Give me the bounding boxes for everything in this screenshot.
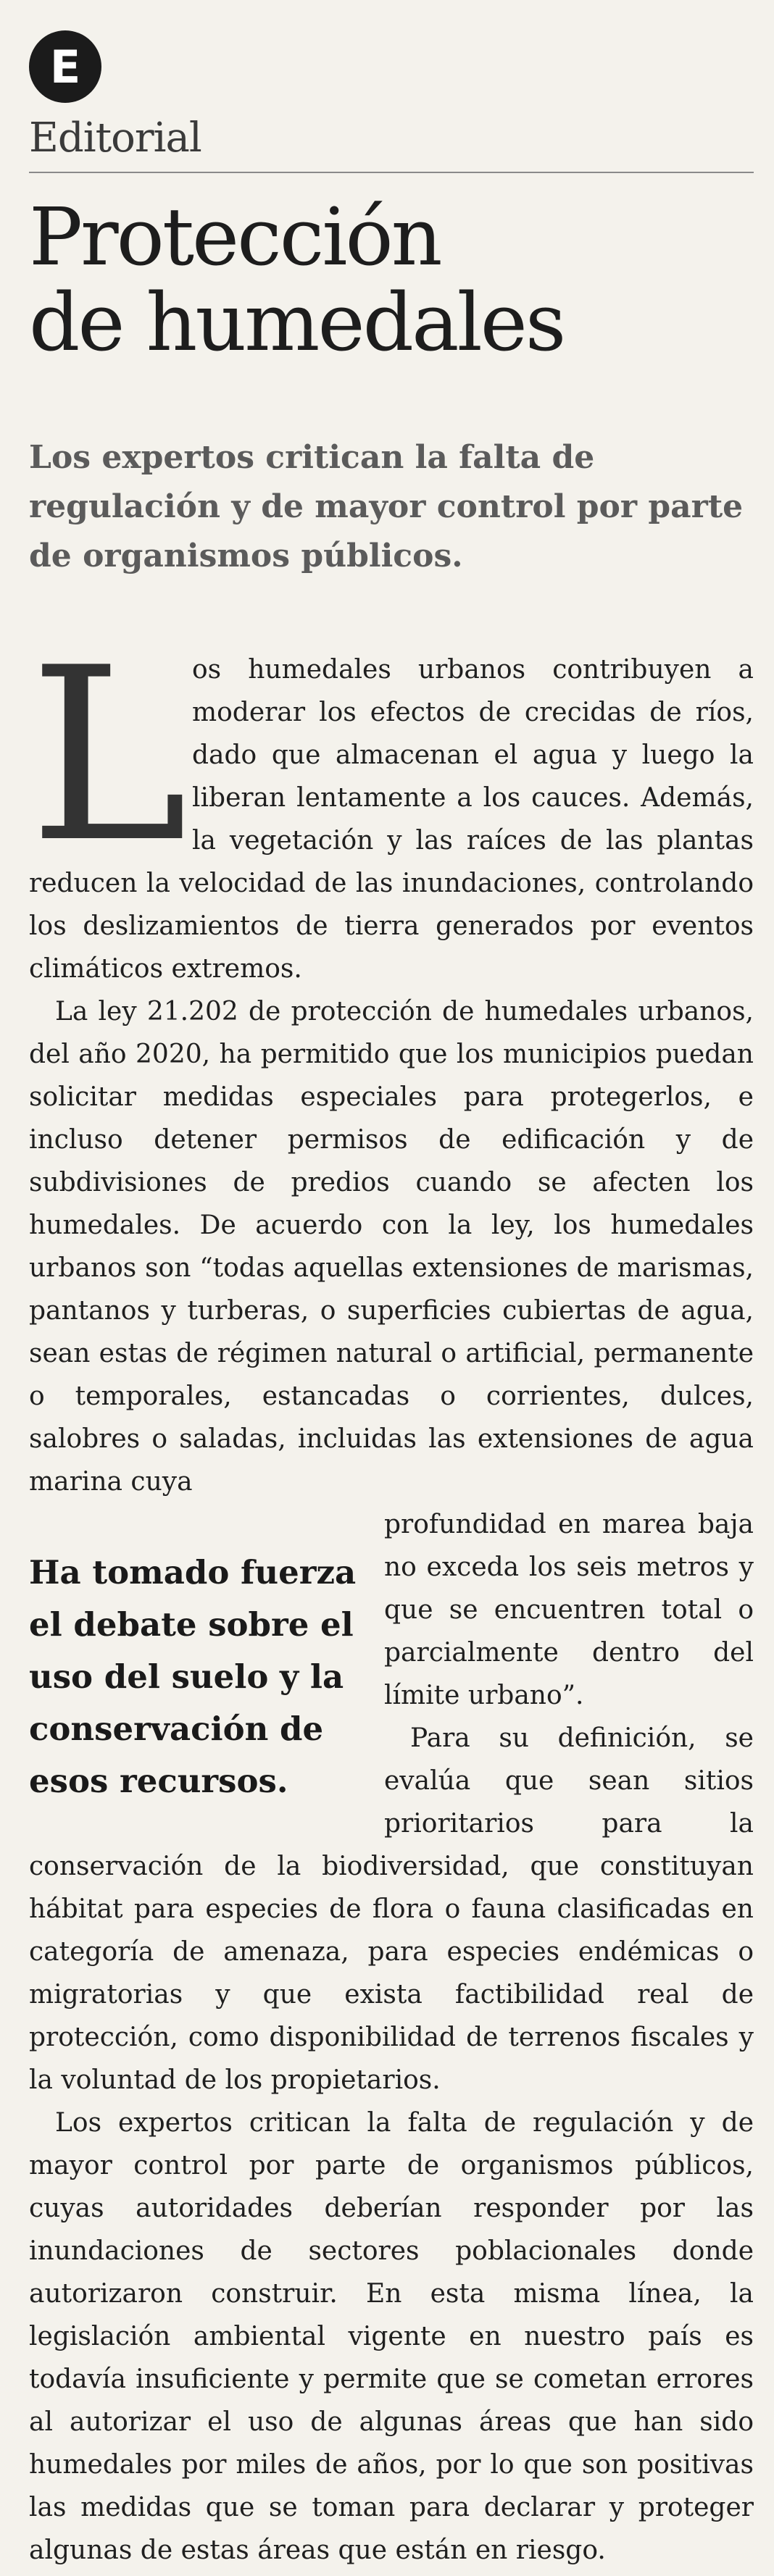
headline-line-2: de humedales [29,276,565,369]
divider [29,172,754,173]
pull-quote: Ha tomado fuerza el debate sobre el uso del suelo y la conservación de esos recursos. [29,1553,357,1800]
paragraph-1: os humedales urbanos contribuyen a moderar los efectos de crecidas de ríos, dado que almacenan el agua y luego la liberan lentamente a los cauces. Además, la vegetación y las raíces de las plantas reducen la velocidad de las inundaciones, controlando los deslizamientos de tierra generados por eventos climáticos extremos. [29,655,754,984]
paragraph-3: Para su definición, se evalúa que sean sitios prioritarios para la conservación de la biodiversidad, que constituyan hábitat para especies de flora o fauna clasificadas en categoría de amenaza, para especies endémicas o migratorias y que exista factibilidad real de protección, como disponibilidad de terrenos fiscales y la voluntad de los propietarios. [29,1723,754,2095]
headline-line-1: Protección [29,191,441,283]
section-badge [29,30,101,103]
article-body [29,616,754,2572]
drop-cap: L [29,616,188,895]
paragraph-2-continued: profundidad en marea baja no exceda los seis metros y que se encuentren total o parcialmente dentro del límite urbano”. [384,1510,754,1710]
headline [29,191,754,369]
section-label: Editorial [29,114,201,162]
paragraph-4: Los expertos critican la falta de regulación y de mayor control por parte de organismos públicos, cuyas autoridades deberían responder por las inundaciones de sectores poblacionales donde autorizaron construir. En esta misma línea, la legislación ambiental vigente en nuestro país es todavía insuficiente y permite que se cometan errores al autorizar el uso de algunas áreas que han sido humedales por miles de años, por lo que son positivas las medidas que se toman para declarar y proteger algunas de estas áreas que están en riesgo. [29,2108,754,2565]
lead-paragraph: Los expertos critican la falta de regulación y de mayor control por parte de organismos públicos. [29,439,744,574]
badge-letter: E [49,40,81,93]
paragraph-2: La ley 21.202 de protección de humedales urbanos, del año 2020, ha permitido que los municipios puedan solicitar medidas especiales para protegerlos, e incluso detener permisos de edificación y de subdivisiones de predios cuando se afecten los humedales. De acuerdo con la ley, los humedales urbanos son “todas aquellas extensiones de marismas, pantanos y turberas, o superficies cubiertas de agua, sean estas de régimen natural o artificial, permanente o temporales, estancadas o corrientes, dulces, salobres o saladas, incluidas las extensiones de agua marina cuya [29,997,754,1497]
